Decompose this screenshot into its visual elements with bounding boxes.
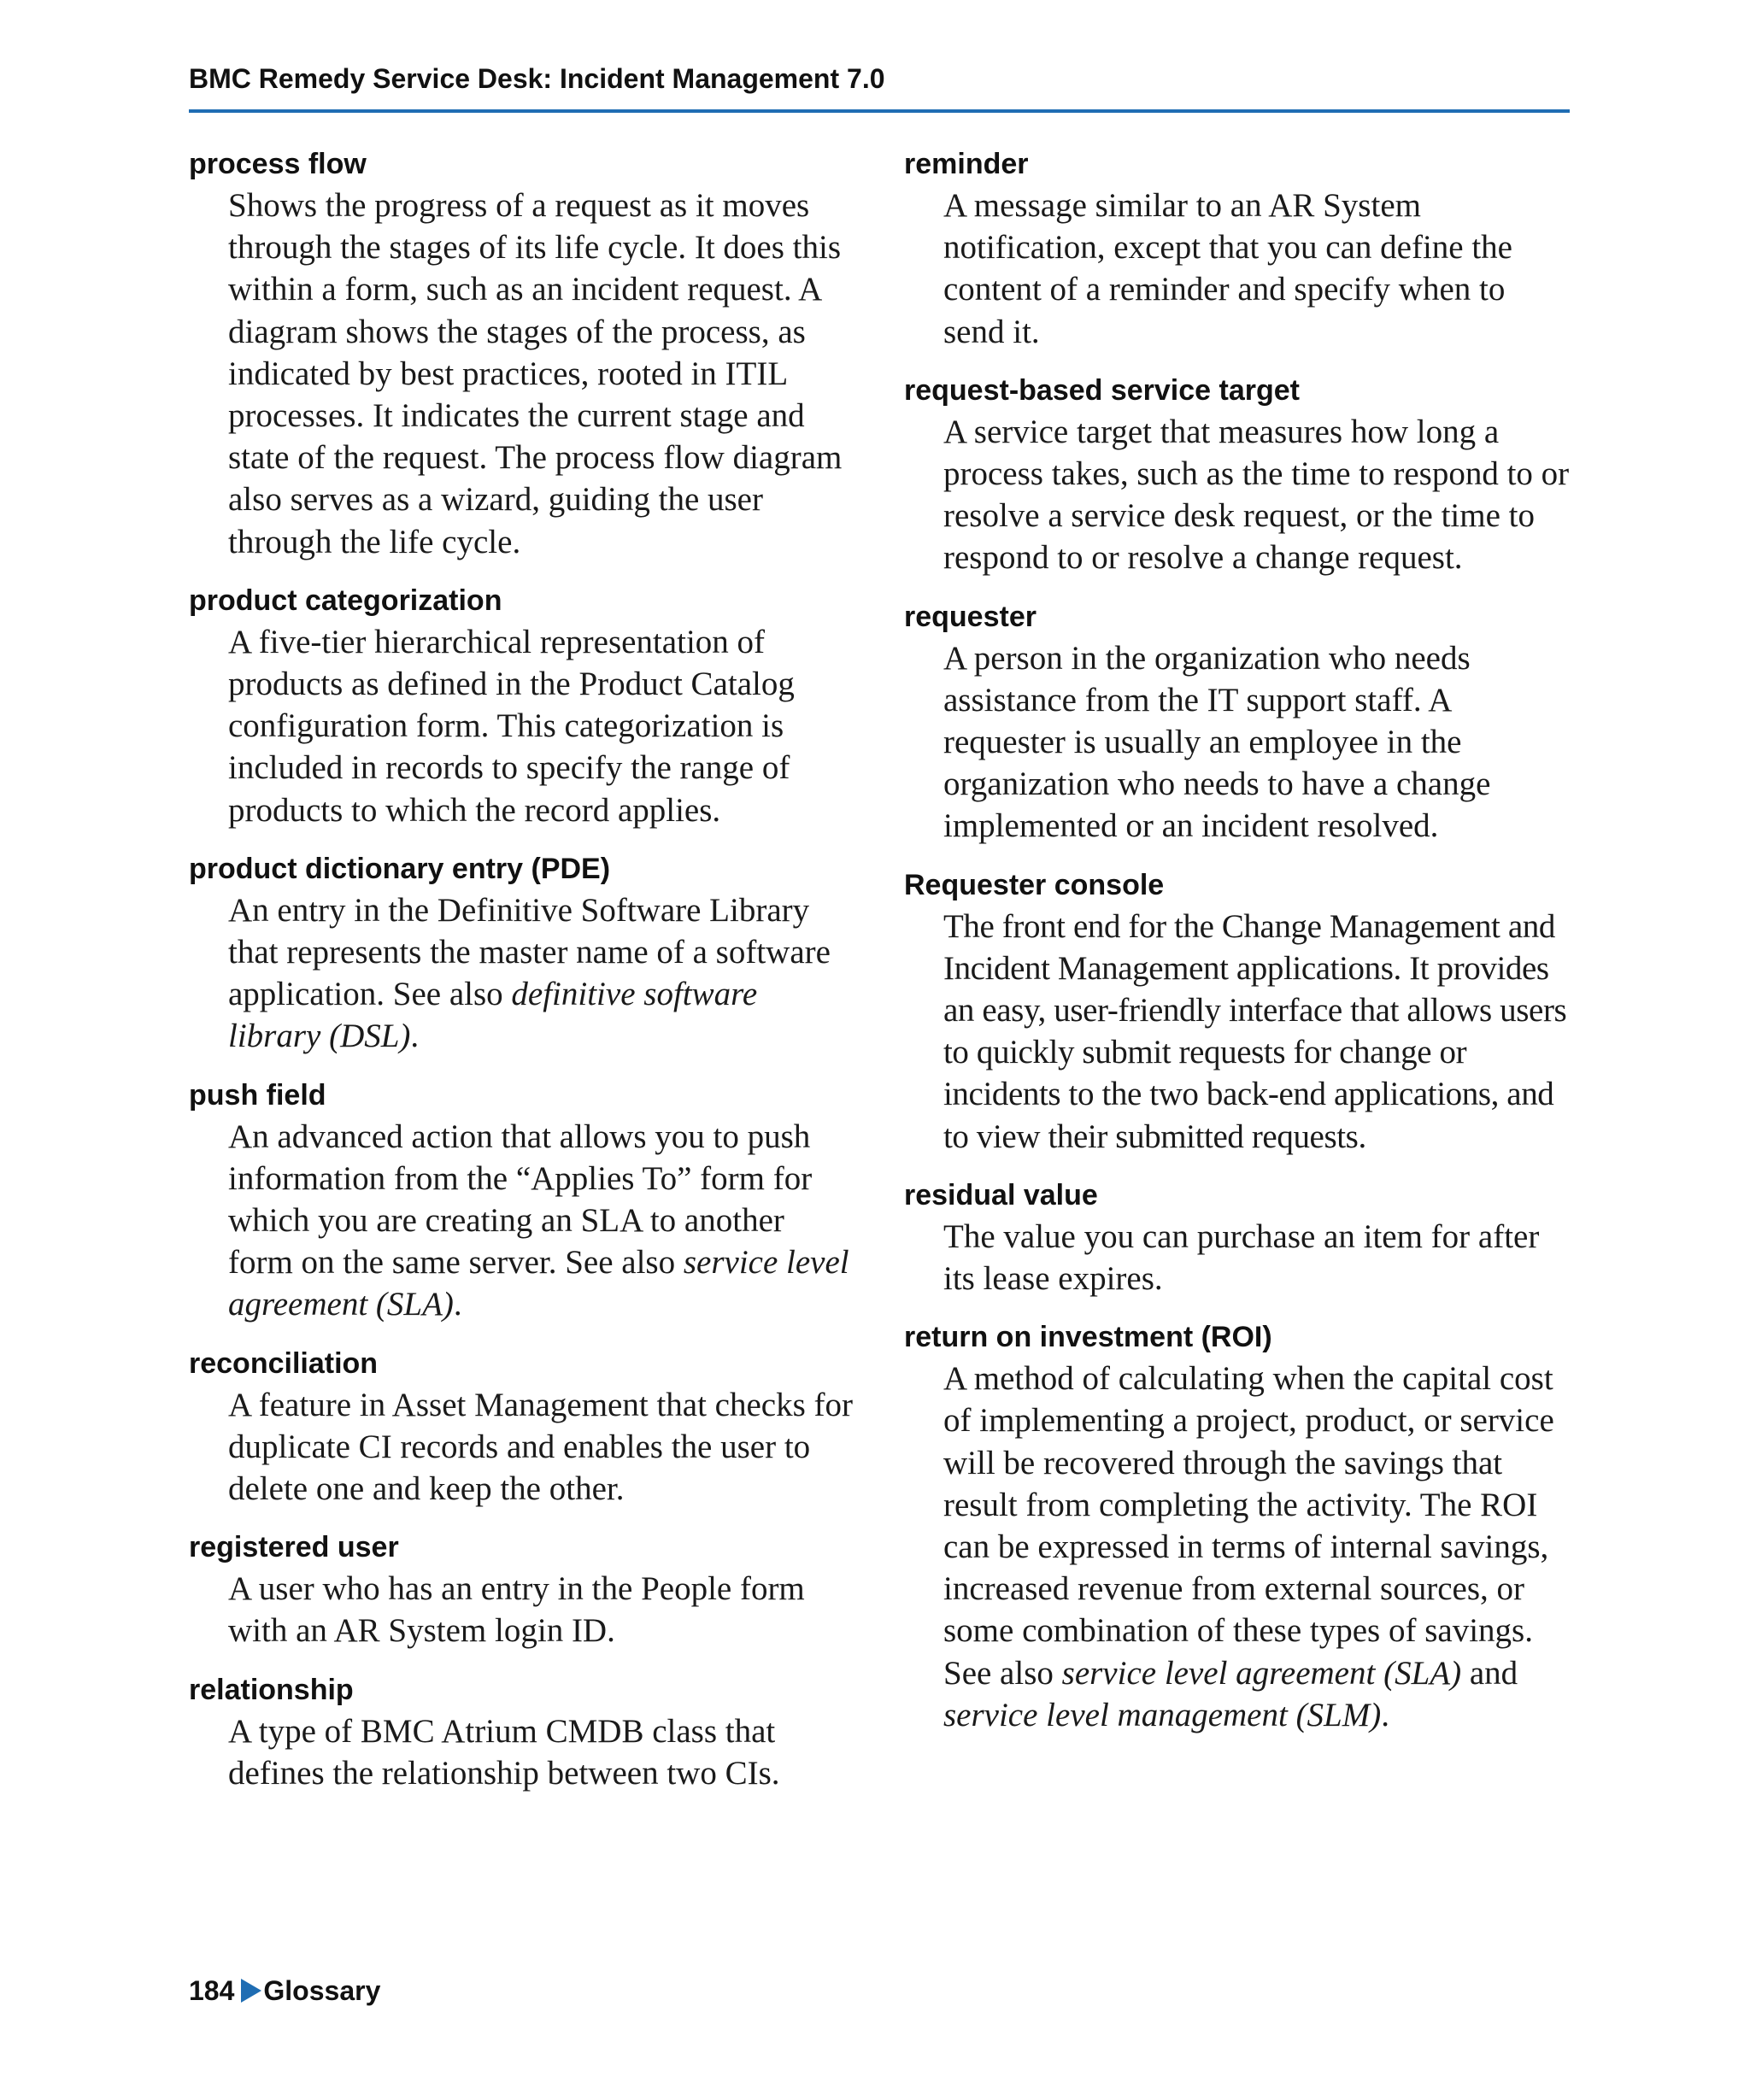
glossary-term: reconciliation <box>189 1346 379 1380</box>
glossary-column-left <box>189 144 855 1811</box>
glossary-term: registered user <box>189 1531 399 1564</box>
glossary-entry-reminder <box>904 144 1571 353</box>
definition-text: and <box>1461 1654 1518 1692</box>
section-name: Glossary <box>263 1975 381 2006</box>
definition-text: An entry in the Definitive Software Library that represents the master name of a software application. See also <box>228 891 831 1013</box>
glossary-entry-product-dictionary-entry-pde <box>189 848 855 1058</box>
glossary-definition <box>228 889 855 1058</box>
glossary-definition <box>943 906 1571 1158</box>
glossary-term: return on investment (ROI) <box>904 1321 1272 1354</box>
definition-text: An advanced action that allows you to push information from the “Applies To” form for which you are creating an SLA to another form on the same server. See also <box>228 1117 813 1282</box>
definition-text: A method of calculating when the capital cost of implementing a project, product, or service will be recovered through the savings that result from completing the activity. The ROI can be expressed in terms of internal savings, increased revenue from external sources, or some combination of these types of savings. See also <box>943 1360 1554 1692</box>
glossary-term: reminder <box>904 148 1029 180</box>
glossary-entry-product-categorization <box>189 580 855 831</box>
glossary-term: relationship <box>189 1673 354 1706</box>
definition-text: . <box>1381 1696 1389 1733</box>
glossary-definition <box>943 1216 1571 1299</box>
glossary-definition <box>228 1384 855 1510</box>
glossary-term: residual value <box>904 1178 1098 1211</box>
definition-text: A person in the organization who needs assistance from the IT support staff. A requester is usually an employee in the organization who needs to have a change implemented or an incident resolved. <box>943 639 1491 845</box>
definition-text: A user who has an entry in the People form with an AR System login ID. <box>228 1570 805 1650</box>
glossary-entry-return-on-investment-roi <box>904 1317 1571 1736</box>
definition-text: The front end for the Change Management and Incident Management applications. It provides an easy, user-friendly interface that allows users to quickly submit requests for change or incidents to the two back-end applications, and to view their submitted requests. <box>943 907 1567 1155</box>
glossary-column-right <box>904 144 1571 1753</box>
glossary-term: product categorization <box>189 584 502 617</box>
definition-text: A type of BMC Atrium CMDB class that defines the relationship between two CIs. <box>228 1712 780 1792</box>
glossary-definition <box>228 185 855 563</box>
cross-reference: service level agreement (SLA) <box>1061 1654 1462 1692</box>
definition-text: A feature in Asset Management that checks for duplicate CI records and enables the user to delete one and keep the other. <box>228 1386 854 1508</box>
glossary-definition <box>228 1116 855 1326</box>
glossary-entry-reconciliation <box>189 1343 855 1510</box>
definition-text: . <box>453 1286 462 1323</box>
definition-text: Shows the progress of a request as it moves through the stages of its life cycle. It does this within a form, such as an incident request. A diagram shows the stages of the process, as indicated by best practices, rooted in ITIL processes. It indicates the current stage and state of the request. The process flow diagram also serves as a wizard, guiding the user through the life cycle. <box>228 187 843 560</box>
cross-reference: service level agreement (SLA) <box>228 1244 849 1323</box>
cross-reference: definitive software library (DSL) <box>228 976 758 1055</box>
page-footer <box>189 1974 380 2008</box>
glossary-term: requester <box>904 600 1036 633</box>
glossary-entry-relationship <box>189 1669 855 1794</box>
glossary-term: process flow <box>189 148 367 180</box>
glossary-definition <box>943 185 1571 353</box>
definition-text: A message similar to an AR System notification, except that you can define the content of a reminder and specify when to send it. <box>943 187 1512 350</box>
glossary-entry-push-field <box>189 1075 855 1326</box>
cross-reference: service level management (SLM) <box>943 1696 1382 1733</box>
glossary-definition <box>943 1358 1571 1736</box>
definition-text: A five-tier hierarchical representation of products as defined in the Product Catalog configuration form. This categorization is included in records to specify the range of products to which the record applies. <box>228 623 795 829</box>
header-rule <box>189 109 1570 113</box>
definition-text: The value you can purchase an item for after its lease expires. <box>943 1217 1540 1298</box>
glossary-term: request-based service target <box>904 373 1300 407</box>
glossary-definition <box>943 637 1571 848</box>
glossary-entry-request-based-service-target <box>904 370 1571 579</box>
glossary-term: product dictionary entry (PDE) <box>189 852 611 885</box>
glossary-term: Requester console <box>904 868 1165 901</box>
glossary-entry-requester-console <box>904 865 1571 1158</box>
glossary-definition <box>228 1568 855 1651</box>
glossary-term: push field <box>189 1078 326 1112</box>
page-number: 184 <box>189 1975 235 2006</box>
glossary-entry-residual-value <box>904 1175 1571 1299</box>
glossary-entry-registered-user <box>189 1527 855 1651</box>
glossary-definition <box>228 621 855 831</box>
arrow-right-icon <box>241 1979 261 2003</box>
glossary-entry-requester <box>904 596 1571 848</box>
glossary-definition <box>228 1710 855 1794</box>
running-header: BMC Remedy Service Desk: Incident Management 7.0 <box>189 63 885 94</box>
glossary-entry-process-flow <box>189 144 855 563</box>
definition-text: . <box>410 1018 420 1055</box>
glossary-definition <box>943 411 1571 579</box>
definition-text: A service target that measures how long a process takes, such as the time to respond to or resolve a service desk request, or the time to respond to or resolve a change request. <box>943 413 1570 577</box>
